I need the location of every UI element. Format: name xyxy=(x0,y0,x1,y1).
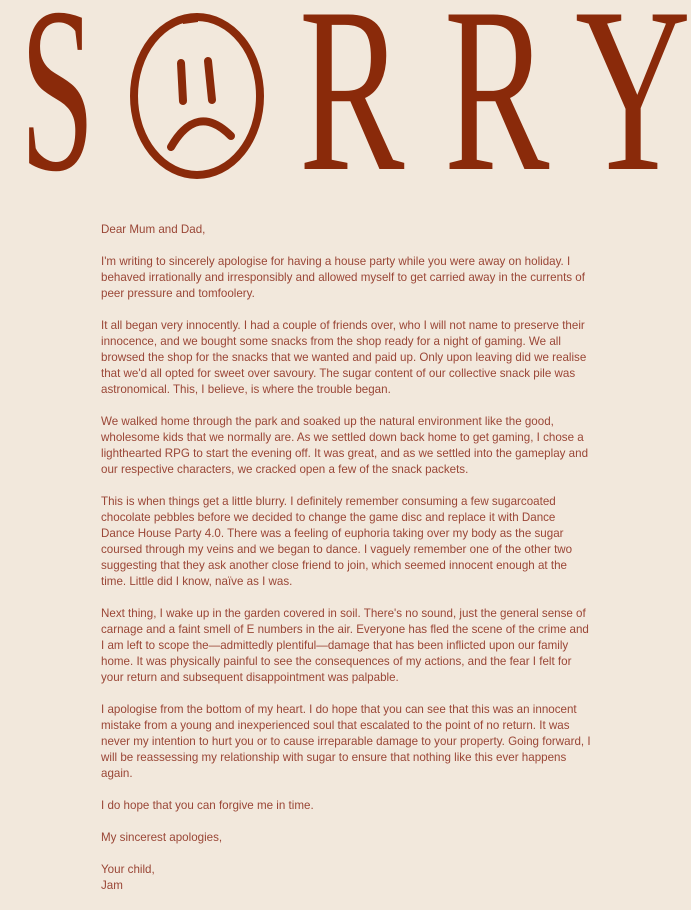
letter-line: home. It was physically painful to see the consequences of my actions, and the fear I felt for xyxy=(101,655,572,668)
letter-line: time. Little did I know, naïve as I was. xyxy=(101,575,293,588)
letter-paragraph xyxy=(101,830,641,846)
letter-line: suggesting that they ask another close friend to join, which seemed innocent enough at the xyxy=(101,559,567,572)
letter-line: mistake from a young and inexperienced soul that escalated to the point of no return. It was xyxy=(101,719,570,732)
letter-paragraph xyxy=(101,862,641,894)
letter-paragraph xyxy=(101,318,641,398)
letter-line: Dear Mum and Dad, xyxy=(101,223,206,236)
title-letter-r1: R xyxy=(299,0,405,221)
letter-line: carnage and a faint smell of E numbers in the air. Everyone has fled the scene of the crime and xyxy=(101,623,589,636)
letter-line: It all began very innocently. I had a couple of friends over, who I will not name to preserve their xyxy=(101,319,585,332)
letter-paragraph xyxy=(101,494,641,590)
letter-line: My sincerest apologies, xyxy=(101,831,223,844)
letter-line: This is when things get a little blurry. I definitely remember consuming a few sugarcoated xyxy=(101,495,556,508)
letter-line: chocolate pebbles before we decided to change the game disc and replace it with Dance xyxy=(101,511,556,524)
letter-paragraph xyxy=(101,702,641,782)
letter-line: We walked home through the park and soaked up the natural environment like the good, xyxy=(101,415,554,428)
title-letter-s: S xyxy=(20,0,95,221)
letter-line: that we'd all opted for sweet over savoury. The sugar content of our collective snack pile was xyxy=(101,367,576,380)
title-letter-r2: R xyxy=(444,0,550,221)
title-letter-y: Y xyxy=(575,0,691,221)
letter-line: again. xyxy=(101,767,133,780)
letter-line: peer pressure and tomfoolery. xyxy=(101,287,255,300)
letter-line: Your child, xyxy=(101,863,155,876)
letter-paragraph xyxy=(101,798,641,814)
sorry-heading xyxy=(0,0,691,221)
letter-line: I apologise from the bottom of my heart. I do hope that you can see that this was an innocent xyxy=(101,703,577,716)
letter-line: astronomical. This, I believe, is where the trouble began. xyxy=(101,383,391,396)
letter-paragraph xyxy=(101,606,641,686)
letter-paragraph xyxy=(101,414,641,478)
letter-line: innocence, and we bought some snacks from the shop ready for a night of gaming. We all xyxy=(101,335,561,348)
letter-line: behaved irrationally and irresponsibly and allowed myself to get carried away in the currents of xyxy=(101,271,585,284)
letter-line: your return and subsequent disappointment was palpable. xyxy=(101,671,399,684)
letter-line: I'm writing to sincerely apologise for having a house party while you were away on holiday. I xyxy=(101,255,571,268)
letter-line: browsed the shop for the snacks that we wanted and paid up. Only upon leaving did we realise xyxy=(101,351,587,364)
letter-line: I do hope that you can forgive me in time. xyxy=(101,799,314,812)
letter-paragraph xyxy=(101,222,641,238)
letter-paragraph xyxy=(101,254,641,302)
letter-line: wholesome kids that we normally are. As we settled down back home to get gaming, I chose a xyxy=(101,431,584,444)
letter-line: will be reassessing my relationship with sugar to ensure that nothing like this ever happens xyxy=(101,751,567,764)
letter-line: Jam xyxy=(101,879,123,892)
letter-line: coursed through my veins and we began to dance. I vaguely remember one of the other two xyxy=(101,543,573,556)
letter-line: Dance House Party 4.0. There was a feeling of euphoria taking over my body as the sugar xyxy=(101,527,564,540)
letter-line: our respective characters, we cracked open a few of the snack packets. xyxy=(101,463,469,476)
letter-line: lighthearted RPG to start the evening off. It was great, and as we settled into the gameplay and xyxy=(101,447,589,460)
letter-line: I am left to scope the—admittedly plentiful—damage that has been inflicted upon our family xyxy=(101,639,569,652)
letter-line: never my intention to hurt you or to cause irreparable damage to your property. Going forward, I xyxy=(101,735,591,748)
letter-line: Next thing, I wake up in the garden covered in soil. There's no sound, just the general sense of xyxy=(101,607,586,620)
apology-letter-body xyxy=(101,222,641,910)
